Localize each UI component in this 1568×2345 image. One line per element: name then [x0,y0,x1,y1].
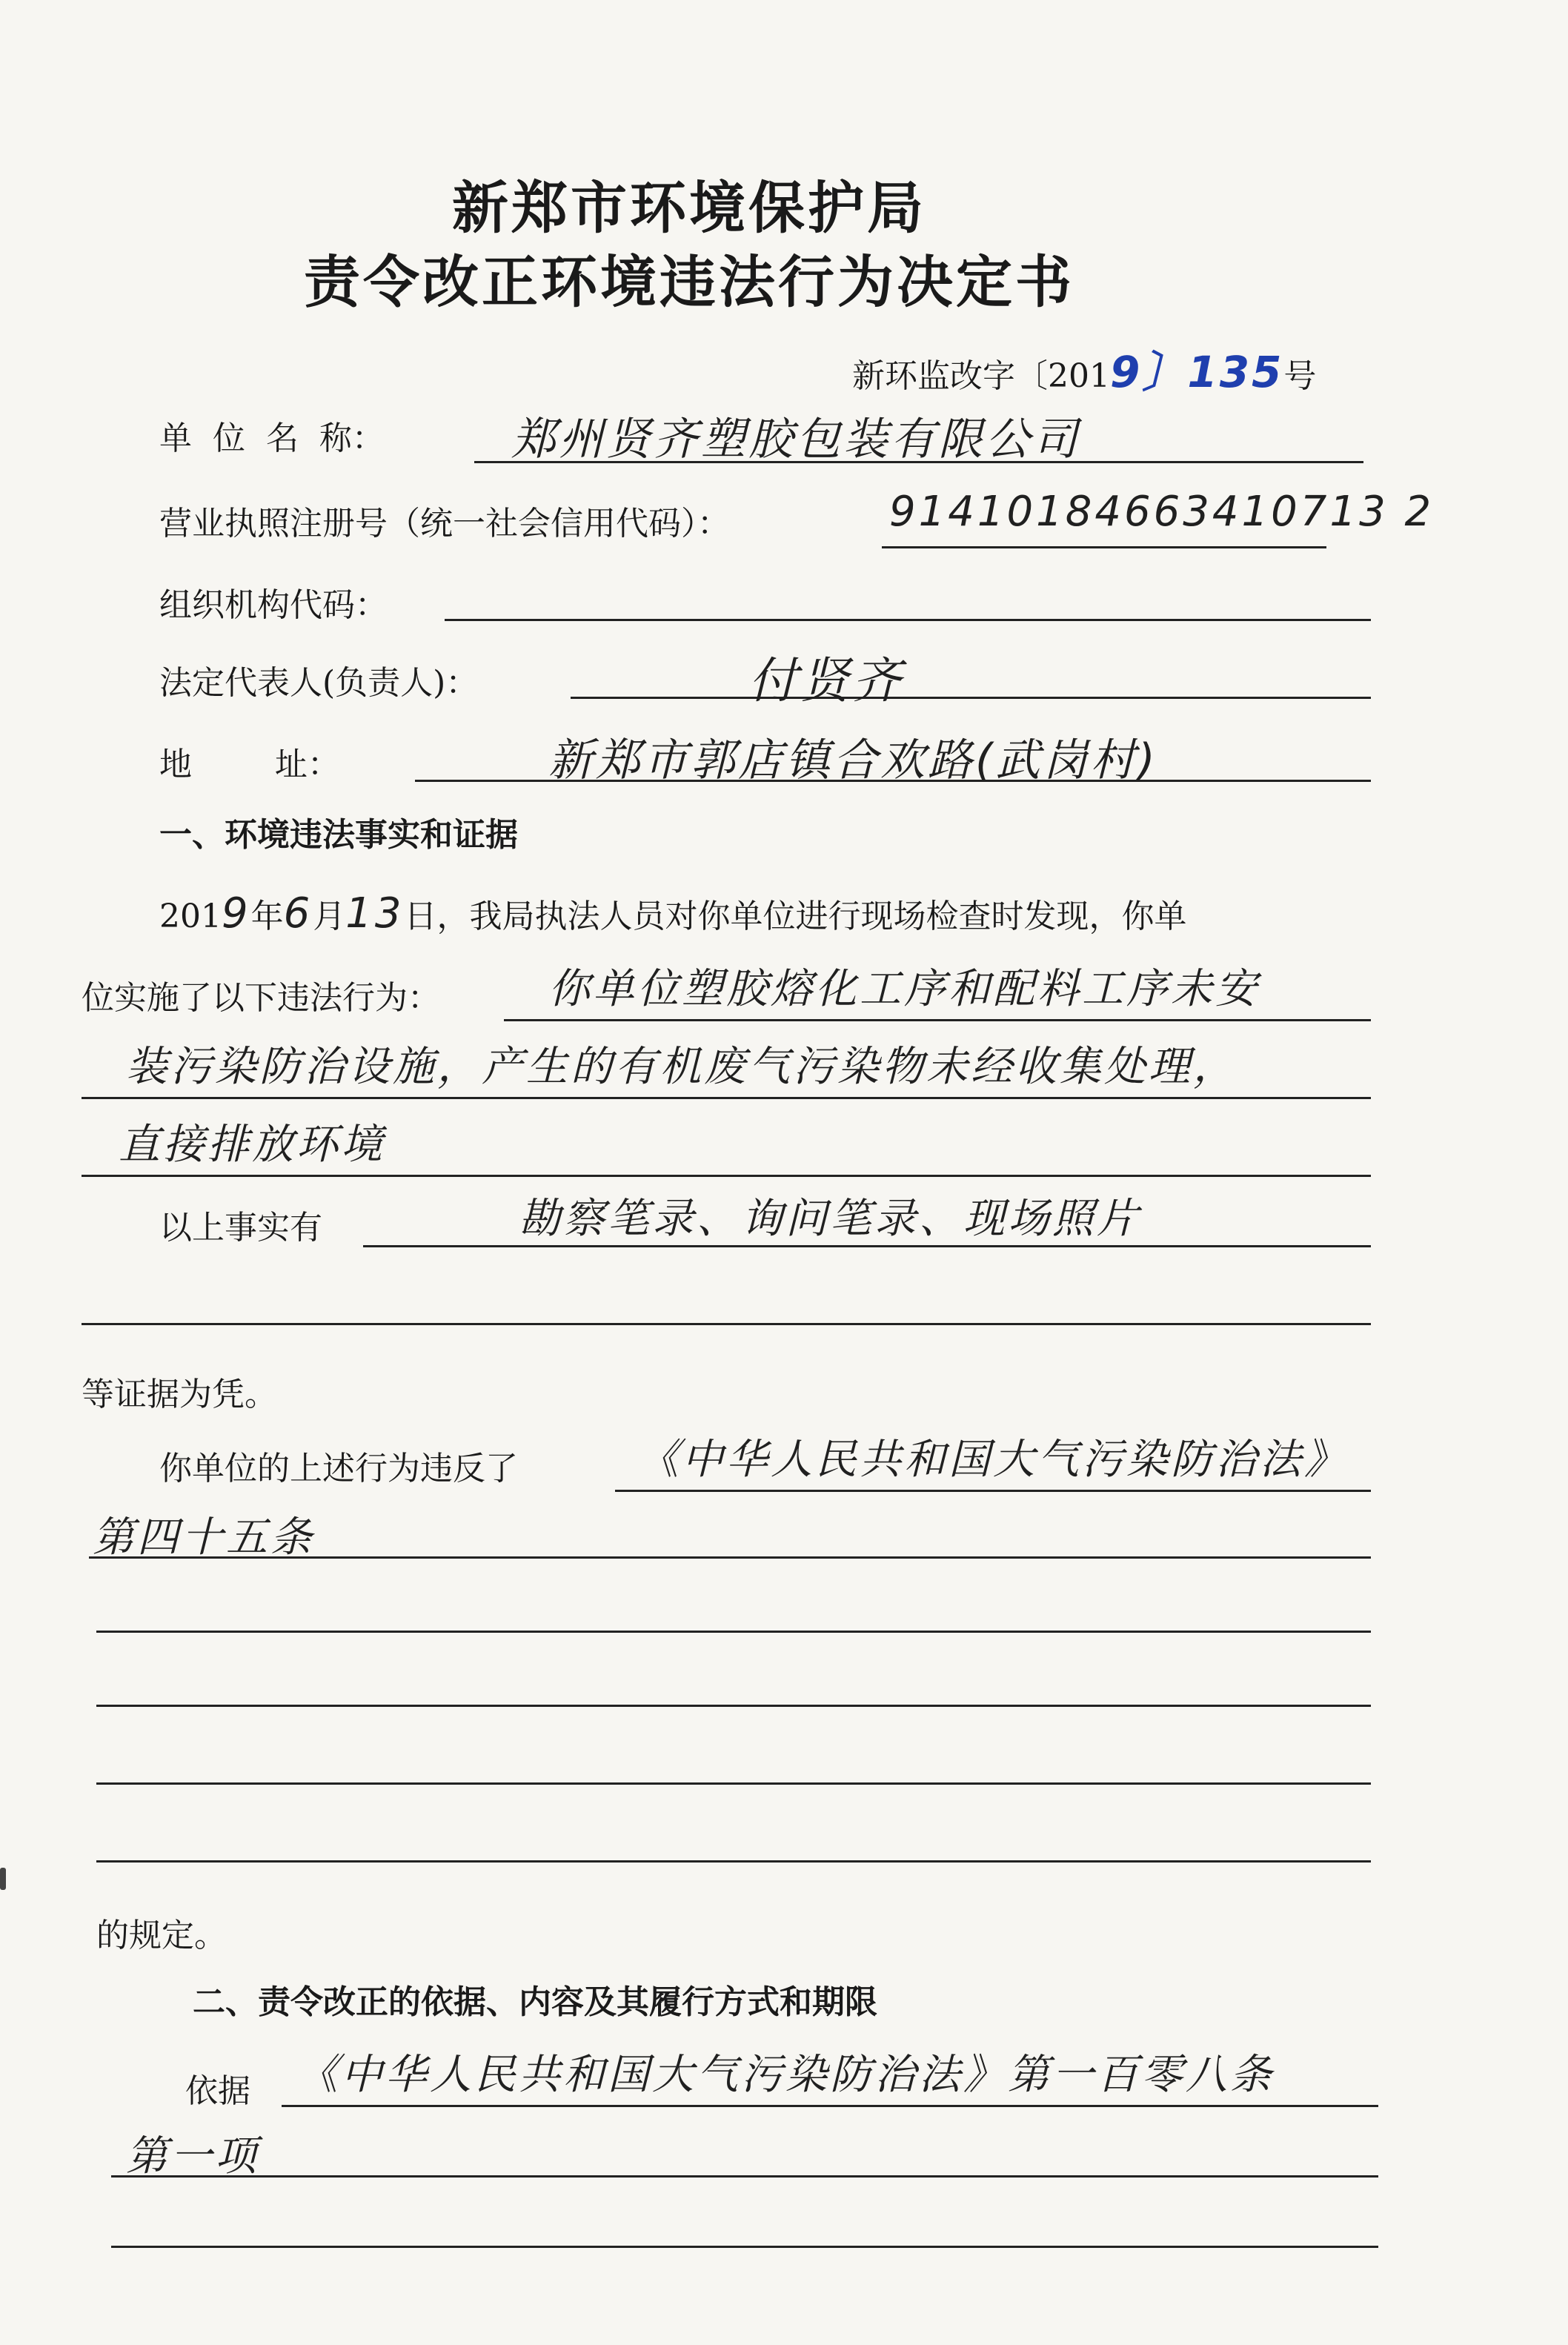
inspection-date-line: 2019年6月13日，我局执法人员对你单位进行现场检查时发现，你单 [159,889,1187,938]
basis-line-3 [111,2246,1378,2248]
violated-line-1 [615,1490,1371,1492]
blank-line-2 [96,1705,1371,1707]
agency-title: 新郑市环境保护局 [452,175,926,241]
basis-item: 第一项 [126,2132,259,2180]
unit-name-label: 单 位 名 称： [159,419,385,457]
violated-prefix: 你单位的上述行为违反了 [159,1450,518,1487]
violation-text-1: 你单位塑胶熔化工序和配料工序未安 [548,965,1260,1013]
violation-text-3: 直接排放环境 [119,1121,385,1169]
org-code-line [445,619,1371,621]
legal-rep-value: 付贤齐 [748,652,904,709]
violation-line-1 [504,1019,1371,1021]
org-code-label: 组织机构代码： [159,586,388,624]
page-edge-mark [0,1868,6,1890]
evidence-line-2 [82,1323,1371,1325]
document-title: 责令改正环境违法行为决定书 [304,249,1074,315]
legal-rep-label: 法定代表人(负责人)： [159,664,479,702]
address-value: 新郑市郭店镇合欢路(武岗村) [548,734,1158,786]
violation-text-2: 装污染防治设施，产生的有机废气污染物未经收集处理， [126,1043,1238,1091]
document-number [852,337,1316,399]
evidence-prefix: 以上事实有 [159,1209,322,1247]
violation-line-2 [82,1097,1371,1099]
license-line [882,546,1326,548]
violated-law: 《中华人民共和国大气污染防治法》 [637,1436,1349,1484]
unit-name-value: 郑州贤齐塑胶包装有限公司 [511,414,1080,465]
blank-line-3 [96,1782,1371,1785]
blank-line-1 [96,1631,1371,1633]
violated-suffix: 的规定。 [96,1917,227,1954]
legal-rep-line [571,697,1371,699]
doc-no-suffix: 号 [1283,357,1317,395]
violation-line-3 [82,1175,1371,1177]
evidence-line [363,1245,1371,1247]
evidence-value: 勘察笔录、询问笔录、现场照片 [519,1195,1141,1243]
blank-line-4 [96,1860,1371,1863]
basis-line-1 [282,2105,1378,2107]
section-1-heading: 一、环境违法事实和证据 [159,816,518,854]
date-month-hw: 6 [283,889,313,938]
address-label: 地 址： [159,746,340,783]
evidence-suffix: 等证据为凭。 [82,1376,277,1413]
license-label: 营业执照注册号（统一社会信用代码）： [159,505,730,543]
doc-no-handwritten: 9〕135 [1109,347,1284,397]
date-year-hw: 9 [221,889,251,938]
basis-law: 《中华人民共和国大气污染防治法》第一百零八条 [296,2051,1275,2099]
date-day-hw: 13 [345,889,405,938]
basis-line-2 [111,2175,1378,2178]
violated-article: 第四十五条 [93,1513,315,1562]
section-2-heading: 二、责令改正的依据、内容及其履行方式和期限 [193,1983,877,2021]
violation-prefix: 位实施了以下违法行为： [82,979,440,1017]
license-value: 91410184663410713 2 [889,488,1435,536]
doc-no-prefix: 新环监改字〔201 [852,357,1110,395]
basis-prefix: 依据 [185,2072,250,2110]
